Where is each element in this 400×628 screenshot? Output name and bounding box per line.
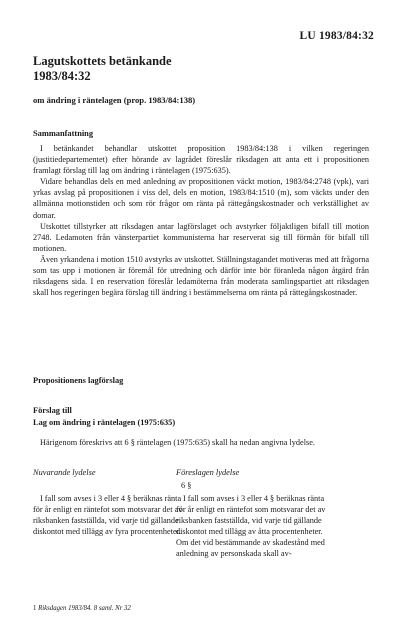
proposal-title-line-2: Lag om ändring i räntelagen (1975:635) [33, 418, 176, 427]
proposal-title-line-1: Förslag till [33, 406, 72, 415]
document-number: LU 1983/84:32 [299, 30, 374, 42]
left-column-heading: Nuvarande lydelse [33, 468, 96, 477]
summary-paragraph: I betänkandet behandlar utskottet proposition 1983/84:138 i vilken regeringen (justitiedepartementet) efter hörande av lagrådet föreslår riksdagen att anta ett i propositionen framlagt förslag till lag om ändring i räntelagen (1975:635). [33, 144, 369, 176]
proposal-intro [33, 437, 363, 448]
summary-paragraph: Vidare behandlas dels en med anledning av propositionen väckt motion, 1983/84:2748 (vpk), vari yrkas avslag på propositionen i viss del, dels en motion, 1983/84:1510 (m), som väckts under den allmänna motionstiden och som rör frågor om ränta på rättegångskostnader och verkställighet av domar. [33, 177, 369, 220]
section-marker: 6 § [181, 481, 192, 490]
summary-heading: Sammanfattning [33, 129, 94, 138]
summary-paragraph: Utskottet tillstyrker att riksdagen antar lagförslaget och avstyrker följaktligen bifall till motion 2748. Ledamoten från vänsterpartiet kommunisterna har reserverat sig till förmån för bifall till motionen. [33, 221, 369, 253]
footnote-text: Riksdagen 1983/84. 8 saml. Nr 32 [38, 605, 131, 612]
proposal-heading: Propositionens lagförslag [33, 376, 124, 385]
report-subtitle: om ändring i räntelagen (prop. 1983/84:138) [33, 95, 196, 105]
summary-body [33, 143, 369, 298]
right-column-heading: Föreslagen lydelse [176, 468, 240, 477]
report-title [33, 54, 172, 84]
proposal-intro-text: Härigenom föreskrivs att 6 § räntelagen (1975:635) skall ha nedan angivna lydelse. [40, 438, 315, 447]
report-title-number: 1983/84:32 [33, 69, 91, 83]
left-column-text: I fall som avses i 3 eller 4 § beräknas ränta för år enligt en räntefot som motsvarar det av riksbanken fastställda, vid varje tid gällande diskontot med tillägg av fyra procentenheter. [33, 494, 183, 537]
proposal-title [33, 405, 175, 429]
footnote [33, 605, 131, 612]
footnote-number: 1 [33, 605, 37, 612]
summary-paragraph: Även yrkandena i motion 1510 avstyrks av utskottet. Ställningstagandet motiveras med att frågorna som tas upp i motionen är föremål för utredning och därför inte bör föranleda någon åtgärd från riksdagens sida. I en reservation föreslår ledamöterna från moderata samlingspartiet att riksdagen skall hos regeringen begära förslag till ändring i bestämmelserna om ränta på rättegångskostnader. [33, 254, 369, 298]
right-column-text: I fall som avses i 3 eller 4 § beräknas ränta för år enligt en räntefot som motsvarar det av riksbanken fastställda, vid varje tid gällande diskontot med tillägg av åtta procentenheter. Om det vid bestämmande av skadestånd med anledning av personskada skall av- [176, 494, 326, 559]
report-title-text: Lagutskottets betänkande [33, 54, 172, 68]
